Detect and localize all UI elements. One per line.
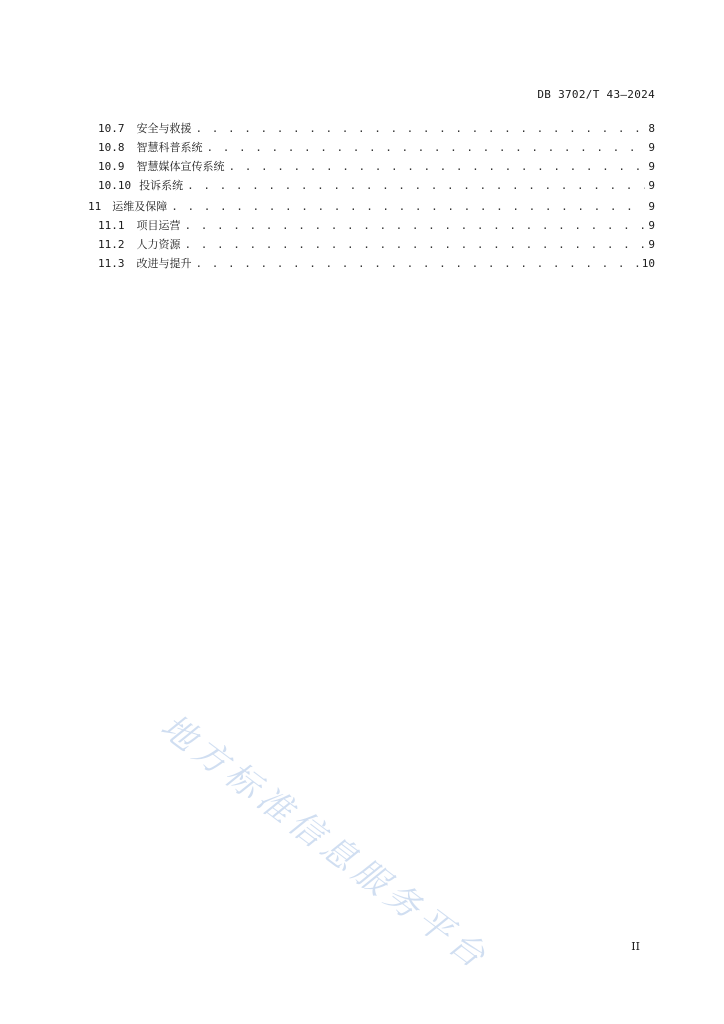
toc-entry-10-10[interactable] [98, 176, 655, 195]
toc-entry-page: 9 [648, 160, 655, 173]
toc-entry-title: 人力资源 [136, 238, 181, 251]
toc-entry-title: 改进与提升 [136, 257, 192, 270]
page-number: II [631, 940, 640, 953]
toc-leader-dots [207, 138, 646, 157]
toc-entry-number: 11.2 [98, 238, 125, 251]
watermark: 地方标准信息服务平台 [153, 706, 497, 980]
toc-entry-number: 10.8 [98, 141, 125, 154]
toc-leader-dots [185, 216, 646, 235]
toc-entry-page: 9 [648, 238, 655, 251]
toc-entry-page: 9 [648, 141, 655, 154]
toc-leader-dots [196, 254, 639, 273]
toc-leader-dots [196, 119, 646, 138]
toc-entry-page: 10 [641, 257, 655, 270]
toc-leader-dots [187, 176, 645, 195]
toc-entry-number: 11.1 [98, 219, 125, 232]
toc-entry-number: 10.7 [98, 122, 125, 135]
toc-entry-11-2[interactable] [98, 235, 655, 254]
toc-entry-title: 安全与救援 [136, 122, 192, 135]
toc-entry-title: 项目运营 [136, 219, 181, 232]
toc-entry-10-9[interactable] [98, 157, 655, 176]
toc-leader-dots [185, 235, 646, 254]
toc-entry-number: 10.10 [98, 179, 132, 192]
toc-entry-11[interactable] [88, 197, 655, 216]
toc-entry-title: 智慧媒体宣传系统 [136, 160, 225, 173]
toc-leader-dots [229, 157, 646, 176]
toc-entry-title: 投诉系统 [139, 179, 184, 192]
toc-entry-11-1[interactable] [98, 216, 655, 235]
toc-entry-page: 8 [648, 122, 655, 135]
toc-entry-10-8[interactable] [98, 138, 655, 157]
toc-entry-11-3[interactable] [98, 254, 655, 273]
toc-entry-number: 10.9 [98, 160, 125, 173]
toc-entry-number: 11.3 [98, 257, 125, 270]
toc-entry-page: 9 [648, 219, 655, 232]
toc-entry-title: 运维及保障 [112, 200, 168, 213]
toc-entry-10-7[interactable] [98, 119, 655, 138]
toc-entry-title: 智慧科普系统 [136, 141, 203, 154]
toc-entry-page: 9 [648, 179, 655, 192]
toc-leader-dots [171, 197, 645, 216]
standard-code: DB 3702/T 43—2024 [537, 88, 655, 101]
toc-entry-page: 9 [648, 200, 655, 213]
toc-entry-number: 11 [88, 200, 102, 213]
